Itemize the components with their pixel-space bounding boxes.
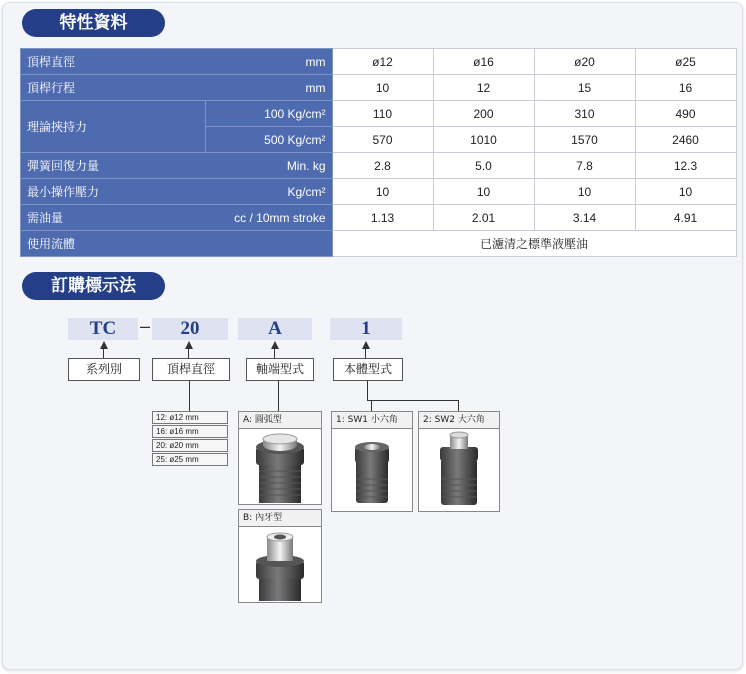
table-row	[21, 75, 737, 101]
spec-table	[20, 48, 737, 257]
row-label: 需油量	[21, 205, 206, 231]
connector-line	[371, 400, 372, 411]
table-cell: 7.8	[534, 153, 635, 179]
row-unit: cc / 10mm stroke	[205, 205, 332, 231]
list-item: 16: ø16 mm	[152, 425, 228, 438]
table-cell: 12.3	[635, 153, 736, 179]
table-cell: 2.01	[433, 205, 534, 231]
female-thread-cylinder-image	[239, 527, 321, 601]
code-series: TC	[68, 318, 138, 340]
table-cell: 10	[534, 179, 635, 205]
table-cell: 1570	[534, 127, 635, 153]
large-hex-cylinder-image	[419, 429, 499, 509]
table-cell: 110	[332, 101, 433, 127]
round-end-cylinder-image	[239, 429, 321, 503]
row-label: 使用流體	[21, 231, 333, 257]
table-cell: 已濾清之標準液壓油	[332, 231, 736, 257]
arrow-up-icon	[185, 341, 193, 349]
table-cell: 10	[433, 179, 534, 205]
row-label: 彈簧回復力量	[21, 153, 206, 179]
spec-section-title: 特性資料	[22, 9, 165, 37]
body-type-2-card	[418, 411, 500, 512]
code-end-type: A	[238, 318, 312, 340]
arrow-up-icon	[271, 341, 279, 349]
table-cell: 10	[635, 179, 736, 205]
end-type-b-card	[238, 509, 322, 603]
table-cell: 3.14	[534, 205, 635, 231]
table-row	[21, 153, 737, 179]
table-cell: 1010	[433, 127, 534, 153]
table-cell: 310	[534, 101, 635, 127]
table-cell: 4.91	[635, 205, 736, 231]
table-cell: 10	[332, 179, 433, 205]
order-section-title: 訂購標示法	[22, 272, 165, 300]
code-body-type: 1	[330, 318, 402, 340]
row-label: 頂桿直徑	[21, 49, 206, 75]
table-cell: 5.0	[433, 153, 534, 179]
table-cell: 490	[635, 101, 736, 127]
connector-line	[458, 400, 459, 411]
connector-line	[367, 381, 368, 400]
table-cell: ø16	[433, 49, 534, 75]
arrow-up-icon	[362, 341, 370, 349]
label-end-type: 軸端型式	[246, 358, 314, 381]
table-cell: ø20	[534, 49, 635, 75]
end-type-b-caption: B: 內牙型	[239, 510, 321, 527]
row-unit: 100 Kg/cm²	[205, 101, 332, 127]
table-cell: 2460	[635, 127, 736, 153]
connector-line	[367, 400, 459, 401]
size-options	[152, 411, 228, 467]
row-unit: 500 Kg/cm²	[205, 127, 332, 153]
table-row	[21, 231, 737, 257]
table-cell: 10	[332, 75, 433, 101]
label-diameter: 頂桿直徑	[152, 358, 230, 381]
body-type-2-caption: 2: SW2 大六角	[419, 412, 499, 429]
row-unit: mm	[205, 75, 332, 101]
list-item: 12: ø12 mm	[152, 411, 228, 424]
body-type-1-caption: 1: SW1 小六角	[332, 412, 412, 429]
row-unit: mm	[205, 49, 332, 75]
connector-line	[365, 348, 366, 358]
row-unit: Kg/cm²	[205, 179, 332, 205]
row-label: 頂桿行程	[21, 75, 206, 101]
table-row	[21, 179, 737, 205]
label-series: 系列別	[68, 358, 140, 381]
table-cell: 570	[332, 127, 433, 153]
code-diameter: 20	[152, 318, 228, 340]
table-cell: 200	[433, 101, 534, 127]
list-item: 20: ø20 mm	[152, 439, 228, 452]
table-cell: 15	[534, 75, 635, 101]
end-type-a-caption: A: 圓弧型	[239, 412, 321, 429]
connector-line	[189, 381, 190, 411]
code-dash: –	[140, 316, 151, 336]
table-cell: ø25	[635, 49, 736, 75]
arrow-up-icon	[100, 341, 108, 349]
body-type-1-card	[331, 411, 413, 512]
table-cell: 2.8	[332, 153, 433, 179]
row-label: 最小操作壓力	[21, 179, 206, 205]
table-cell: 16	[635, 75, 736, 101]
connector-line	[103, 348, 104, 358]
row-unit: Min. kg	[205, 153, 332, 179]
table-row	[21, 205, 737, 231]
label-body-type: 本體型式	[333, 358, 403, 381]
table-row	[21, 101, 737, 127]
connector-line	[274, 348, 275, 358]
row-label: 理論挾持力	[21, 101, 206, 153]
connector-line	[278, 381, 279, 411]
table-cell: ø12	[332, 49, 433, 75]
table-row	[21, 49, 737, 75]
small-hex-cylinder-image	[332, 429, 412, 509]
table-cell: 1.13	[332, 205, 433, 231]
table-cell: 12	[433, 75, 534, 101]
end-type-a-card	[238, 411, 322, 505]
connector-line	[188, 348, 189, 358]
list-item: 25: ø25 mm	[152, 453, 228, 466]
